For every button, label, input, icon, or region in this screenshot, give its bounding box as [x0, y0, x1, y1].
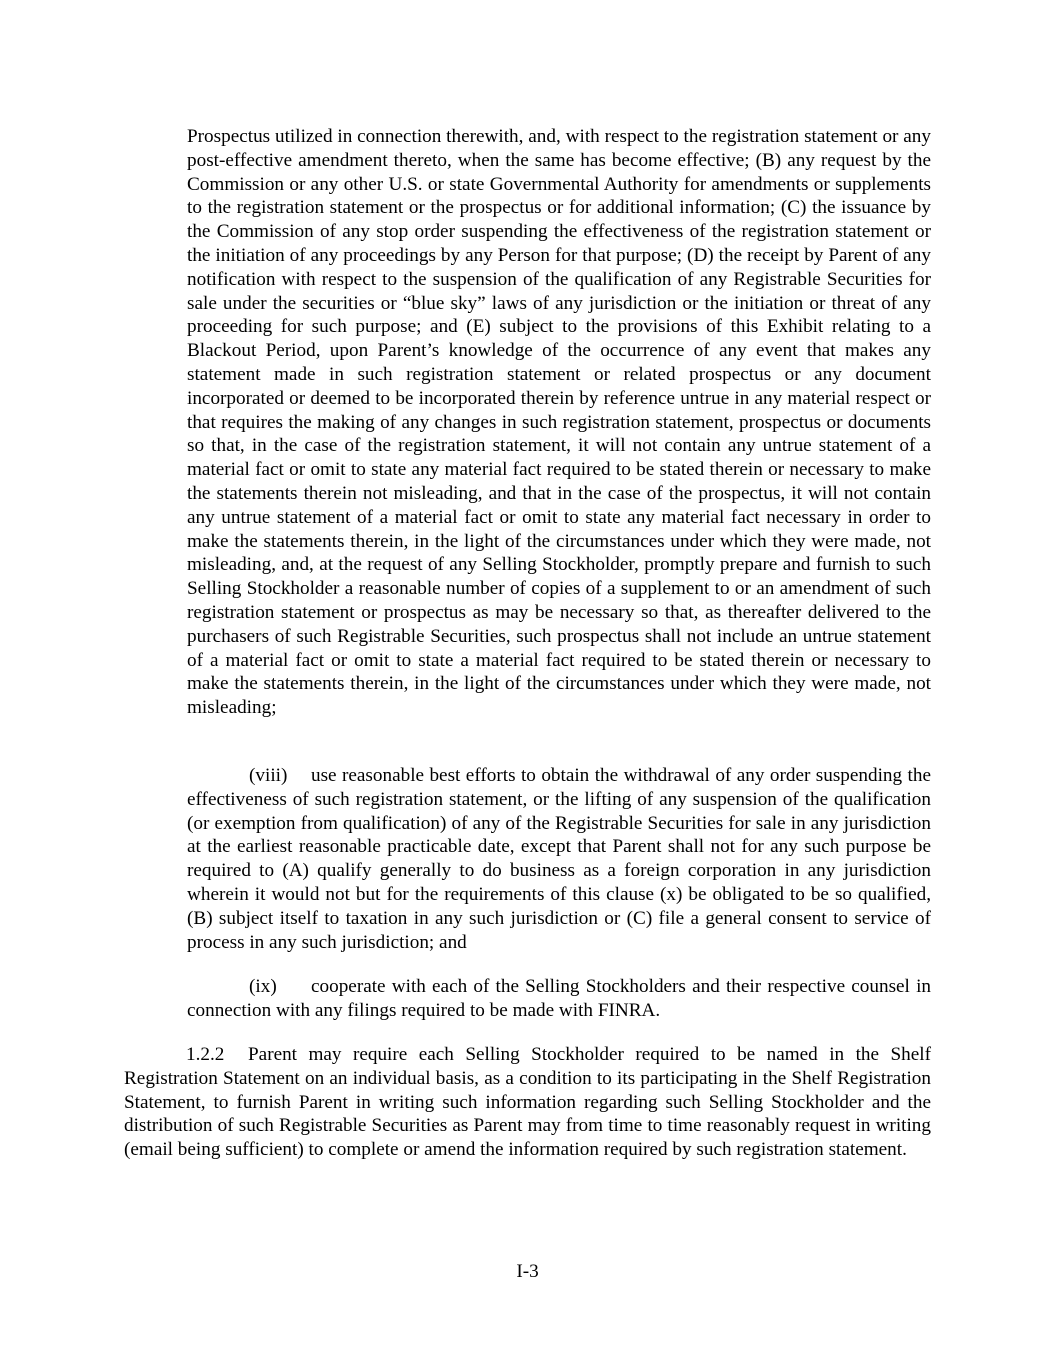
clause-ix-paragraph: [187, 975, 931, 1023]
clause-ix-text: cooperate with each of the Selling Stockholders and their respective counsel in connection with any filings required to be made with FINRA.: [187, 976, 931, 1021]
continued-paragraph: Prospectus utilized in connection therewith, and, with respect to the registration statement or any post-effective amendment thereto, when the same has become effective; (B) any request by the Commission or any other U.S. or state Governmental Authority for amendments or supplements to the registration statement or the prospectus or for additional information; (C) the issuance by the Commission of any stop order suspending the effectiveness of the registration statement or the initiation of any proceedings by any Person for that purpose; (D) the receipt by Parent of any notification with respect to the suspension of the qualification of any Registrable Securities for sale under the securities or “blue sky” laws of any jurisdiction or the initiation or threat of any proceeding for such purpose; and (E) subject to the provisions of this Exhibit relating to a Blackout Period, upon Parent’s knowledge of the occurrence of any event that makes any statement made in such registration statement or related prospectus or any document incorporated or deemed to be incorporated therein by reference untrue in any material respect or that requires the making of any changes in such registration statement, prospectus or documents so that, in the case of the registration statement, it will not contain any untrue statement of a material fact or omit to state any material fact required to be stated therein or necessary to make the statements therein not misleading, and that in the case of the prospectus, it will not contain any untrue statement of a material fact or omit to state any material fact necessary in order to make the statements therein, in the light of the circumstances under which they were made, not misleading, and, at the request of any Selling Stockholder, promptly prepare and furnish to such Selling Stockholder a reasonable number of copies of a supplement to or an amendment of such registration statement or prospectus as may be necessary so that, as thereafter delivered to the purchasers of such Registrable Securities, such prospectus shall not include an untrue statement of a material fact or omit to state a material fact required to be stated therein or necessary to make the statements therein, in the light of the circumstances under which they were made, not misleading;: [187, 126, 931, 719]
clause-viii-paragraph: [187, 764, 931, 954]
clause-ix-number: (ix): [249, 976, 277, 997]
section-1-2-2-text: Parent may require each Selling Stockholder required to be named in the Shelf Registration Statement on an individual basis, as a condition to its participating in the Shelf Registration Statement, to furnish Parent in writing such information regarding such Selling Stockholder and the distribution of such Registrable Securities as Parent may from time to time reasonably request in writing (email being sufficient) to complete or amend the information required by such registration statement.: [124, 1044, 931, 1161]
section-1-2-2-number: 1.2.2: [186, 1044, 225, 1065]
clause-viii-text: use reasonable best efforts to obtain the withdrawal of any order suspending the effectiveness of such registration statement, or the lifting of any suspension of the qualification (or exemption from qualification) of any of the Registrable Securities for sale in any jurisdiction at the earliest reasonable practicable date, except that Parent shall not for any such purpose be required to (A) qualify generally to do business as a foreign corporation in any jurisdiction wherein it would not but for the requirements of this clause (x) be obligated to be so qualified, (B) subject itself to taxation in any such jurisdiction or (C) file a general consent to service of process in any such jurisdiction; and: [187, 765, 931, 953]
section-1-2-2-paragraph: [124, 1043, 931, 1162]
page-number: I-3: [516, 1261, 539, 1282]
clause-viii-number: (viii): [249, 765, 288, 786]
